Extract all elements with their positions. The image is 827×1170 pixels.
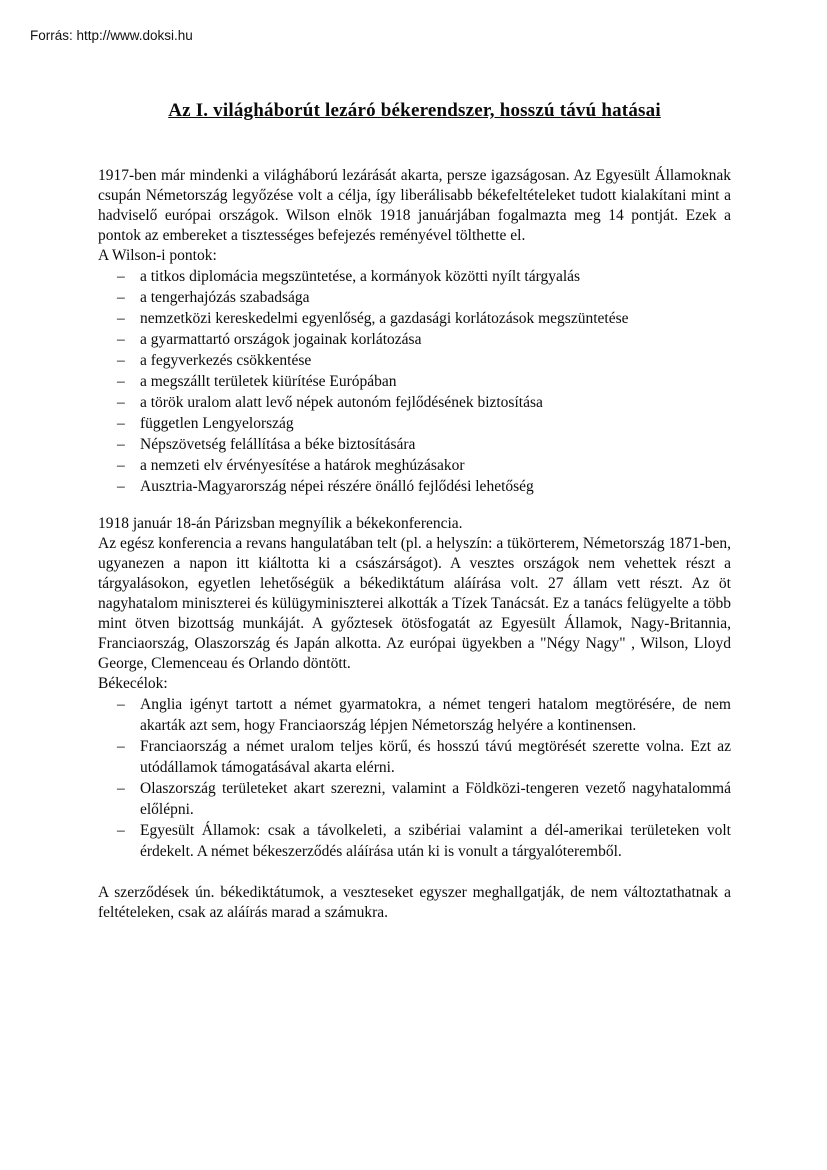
list-item: – Anglia igényt tartott a német gyarmatokra, a német tengeri hatalom megtörésére, de nem akarták azt sem, hogy Franciaország lépjen Németország helyére a kontinensen.: [98, 694, 731, 736]
wilson-points-list: [98, 266, 731, 497]
intro-paragraph: 1917-ben már mindenki a világháború lezárását akarta, persze igazságosan. Az Egyesült Államoknak csupán Németország legyőzése volt a célja, így liberálisabb békefeltételeket tudott kialakítani mint a hadviselő európai országok. Wilson elnök 1918 januárjában fogalmazta meg 14 pontját. Ezek a pontok az embereket a tisztességes befejezés reményével tölthette el.: [98, 167, 731, 244]
list-item: – Franciaország a német uralom teljes körű, és hosszú távú megtörését szerette volna. Ezt az utódállamok támogatásával akarta elérni.: [98, 736, 731, 778]
conference-paragraph: Az egész konferencia a revans hangulatában telt (pl. a helyszín: a tükörterem, Németország 1871-ben, ugyanezen a napon itt kiáltotta ki a császárságot). A vesztes országok nem vehettek részt a tárgyalásokon, egyetlen lehetőségük a békediktátum aláírása volt. 27 állam vett részt. Az öt nagyhatalom miniszterei és külügyminiszterei alkották a Tízek Tanácsát. Ez a tanács felügyelte a több mint ötven bizottság munkáját. A győztesek ötösfogatát az Egyesült Államok, Nagy-Britannia, Franciaország, Olaszország és Japán alkotta. Az európai ügyekben a "Négy Nagy" , Wilson, Lloyd George, Clemenceau és Orlando döntött.: [98, 535, 731, 672]
closing-paragraph: A szerződések ún. békediktátumok, a veszteseket egyszer meghallgatják, de nem változtathatnak a feltételeken, csak az aláírás marad a számukra.: [98, 884, 731, 921]
list-item: – a nemzeti elv érvényesítése a határok meghúzásakor: [98, 455, 731, 476]
peace-goals-list: [98, 694, 731, 862]
list-item: – nemzetközi kereskedelmi egyenlőség, a gazdasági korlátozások megszüntetése: [98, 308, 731, 329]
document-title: Az I. világháborút lezáró békerendszer, hosszú távú hatásai: [168, 100, 661, 121]
list-item: – a gyarmattartó országok jogainak korlátozása: [98, 329, 731, 350]
list-item: – a megszállt területek kiürítése Európában: [98, 371, 731, 392]
paragraph-spacer: [98, 862, 731, 883]
paragraph-spacer: [98, 497, 731, 514]
list-item: – független Lengyelország: [98, 413, 731, 434]
list-item: – Egyesült Államok: csak a távolkeleti, a szibériai valamint a dél-amerikai területeken volt érdekelt. A német békeszerződés aláírása után ki is vonult a tárgyalóteremből.: [98, 820, 731, 862]
list-item: – Olaszország területeket akart szerezni, valamint a Földközi-tengeren vezető nagyhatalommá előlépni.: [98, 778, 731, 820]
wilson-points-heading: A Wilson-i pontok:: [98, 247, 217, 264]
list-item: – Népszövetség felállítása a béke biztosítására: [98, 434, 731, 455]
list-item: – a tengerhajózás szabadsága: [98, 287, 731, 308]
source-url-label: Forrás: http://www.doksi.hu: [30, 28, 193, 43]
list-item: – Ausztria-Magyarország népei részére önálló fejlődési lehetőség: [98, 476, 731, 497]
list-item: – a titkos diplomácia megszüntetése, a kormányok közötti nyílt tárgyalás: [98, 266, 731, 287]
conference-opening-line: 1918 január 18-án Párizsban megnyílik a békekonferencia.: [98, 515, 463, 532]
list-item: – a török uralom alatt levő népek autonóm fejlődésének biztosítása: [98, 392, 731, 413]
list-item: – a fegyverkezés csökkentése: [98, 350, 731, 371]
peace-goals-heading: Békecélok:: [98, 675, 168, 692]
document-content: [98, 100, 731, 923]
